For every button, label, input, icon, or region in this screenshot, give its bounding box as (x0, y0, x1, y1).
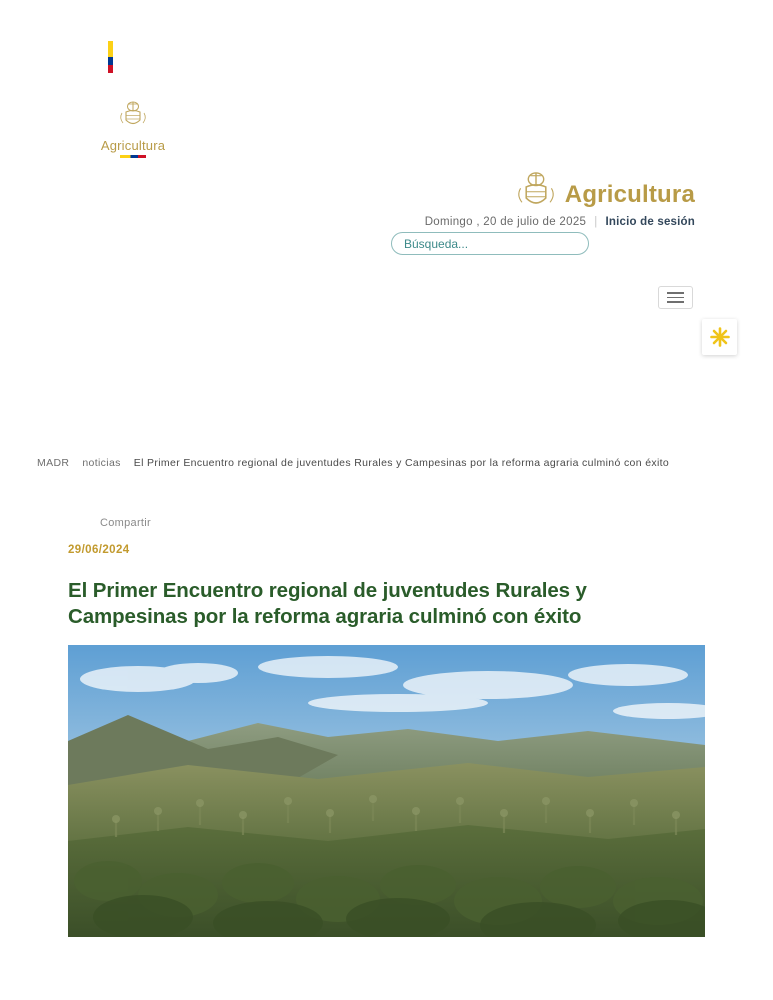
share-label[interactable]: Compartir (100, 517, 151, 529)
site-logo-primary-label: Agricultura (100, 138, 166, 153)
breadcrumb-item-noticias[interactable]: noticias (82, 457, 121, 469)
colombia-flag-bar-icon (108, 41, 113, 73)
hamburger-menu-icon[interactable] (658, 286, 693, 309)
colombia-coat-of-arms-icon (88, 100, 178, 137)
breadcrumb (37, 457, 669, 469)
search-input[interactable] (391, 232, 589, 255)
breadcrumb-item-current: El Primer Encuentro regional de juventudes Rurales y Campesinas por la reforma agraria culminó con éxito (133, 457, 670, 469)
colombia-coat-of-arms-icon (515, 170, 557, 220)
logo-flag-underline (120, 155, 146, 158)
header-meta (425, 216, 695, 228)
header-logo[interactable] (515, 170, 695, 220)
login-link[interactable]: Inicio de sesión (605, 216, 695, 228)
page-title: El Primer Encuentro regional de juventudes Rurales y Campesinas por la reforma agraria culminó con éxito (68, 578, 587, 628)
accessibility-asterisk-icon[interactable] (702, 319, 737, 355)
article-date: 29/06/2024 (68, 544, 130, 556)
current-date: Domingo , 20 de julio de 2025 (424, 216, 587, 228)
breadcrumb-item-madr[interactable]: MADR (37, 457, 70, 469)
site-logo-primary[interactable] (88, 100, 178, 158)
meta-separator: | (594, 216, 598, 228)
header-logo-label: Agricultura (564, 181, 695, 208)
search-box[interactable] (391, 232, 589, 255)
article-hero-image (68, 645, 705, 937)
